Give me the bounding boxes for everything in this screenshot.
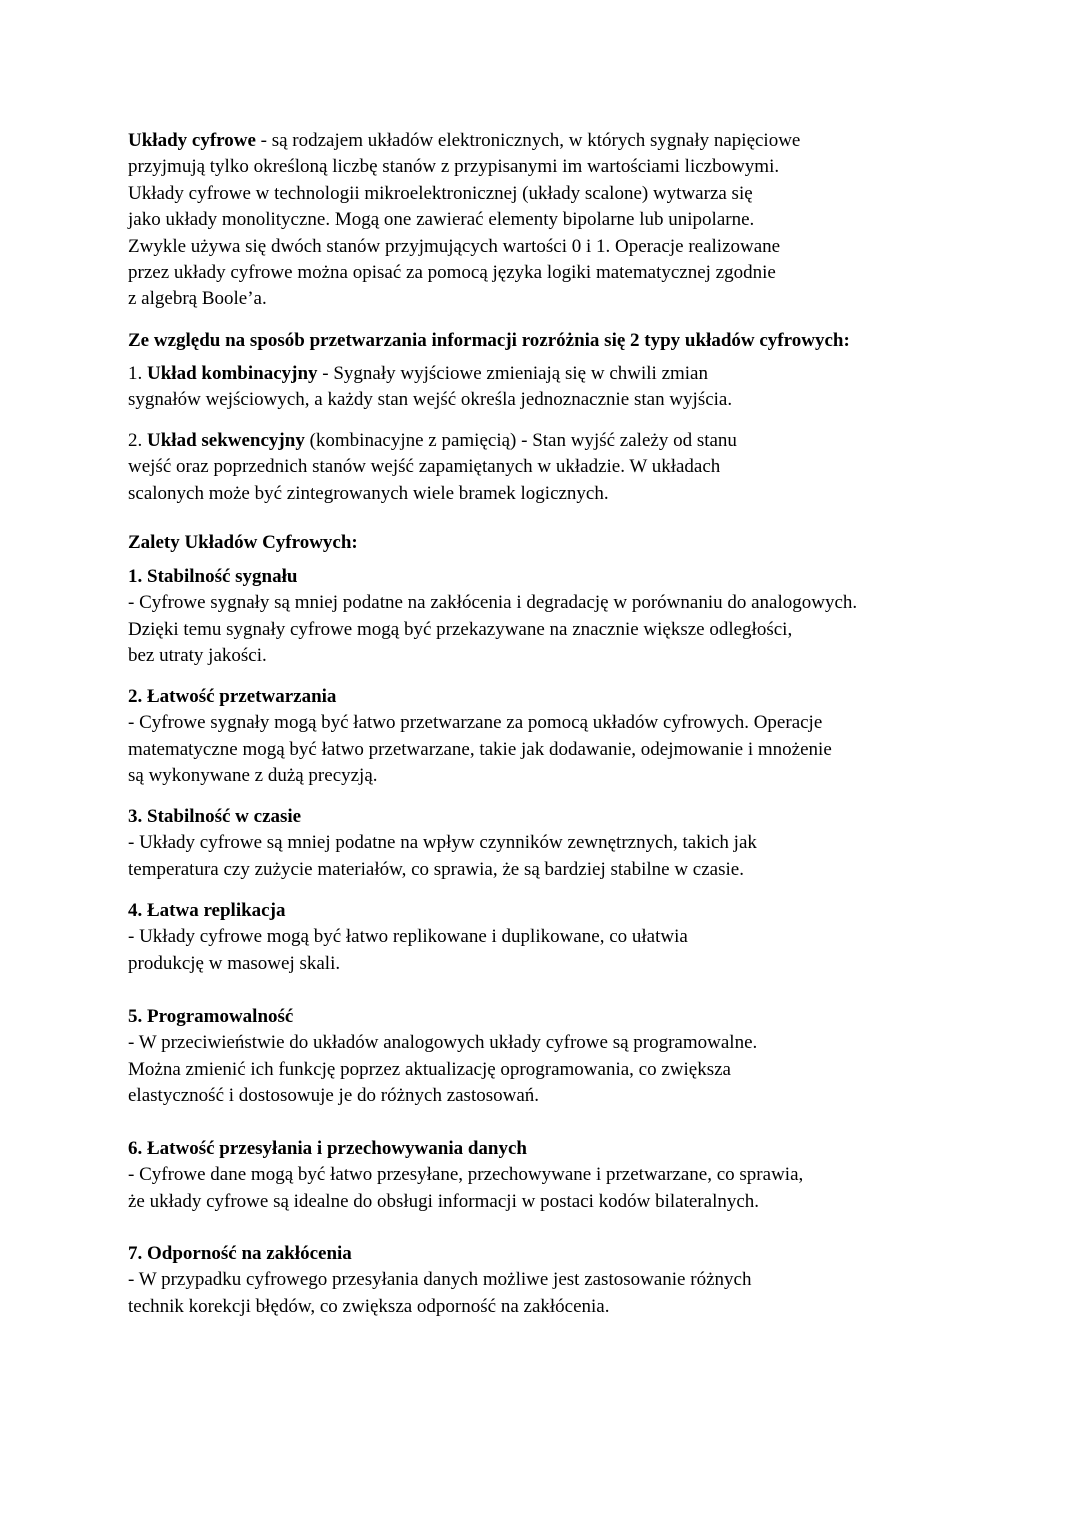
advantage-1: 1. Stabilność sygnału - Cyfrowe sygnały są mniej podatne na zakłócenia i degradację w porównaniu do analogowych. Dzięki temu sygnały cyfrowe mogą być przekazywane na znacznie większe odległości, bez utraty jakości. [128, 566, 858, 667]
text-line: Układy cyfrowe w technologii mikroelektronicznej (układy scalone) wytwarza się [128, 182, 753, 204]
advantage-5: 5. Programowalność - W przeciwieństwie do układów analogowych układy cyfrowe są programowalne. Można zmienić ich funkcję poprzez aktualizację oprogramowania, co zwiększa elastyczność i dostosowuje je do różnych zastosowań. [128, 1006, 758, 1107]
type-sequential: 2. Układ sekwencyjny (kombinacyjne z pamięcią) - Stan wyjść zależy od stanu wejść oraz poprzednich stanów wejść zapamiętanych w układzie. W układach scalonych może być zintegrowanych wiele bramek logicznych. [128, 428, 1028, 507]
intro-term: Układy cyfrowe [128, 130, 256, 151]
text-line: scalonych może być zintegrowanych wiele bramek logicznych. [128, 482, 609, 504]
advantages-heading: Zalety Układów Cyfrowych: [128, 532, 358, 553]
type-combinational: 1. Układ kombinacyjny - Sygnały wyjściowe zmieniają się w chwili zmian sygnałów wejściowych, a każdy stan wejść określa jednoznacznie stan wyjścia. [128, 361, 1028, 414]
text-line: Zwykle używa się dwóch stanów przyjmujących wartości 0 i 1. Operacje realizowane [128, 235, 781, 257]
advantage-2: 2. Łatwość przetwarzania - Cyfrowe sygnały mogą być łatwo przetwarzane za pomocą układów cyfrowych. Operacje matematyczne mogą być łatwo przetwarzane, takie jak dodawanie, odejmowanie i mnożenie są wykonywane z dużą precyzją. [128, 686, 832, 787]
text-line: jako układy monolityczne. Mogą one zawierać elementy bipolarne lub unipolarne. [128, 209, 755, 231]
text-line: z algebrą Boole’a. [128, 288, 267, 310]
text-line: sygnałów wejściowych, a każdy stan wejść określa jednoznacznie stan wyjścia. [128, 389, 733, 411]
text-line: przyjmują tylko określoną liczbę stanów z przypisanymi im wartościami liczbowymi. [128, 156, 780, 178]
intro-paragraph: Układy cyfrowe - są rodzajem układów elektronicznych, w których sygnały napięciowe przyjmują tylko określoną liczbę stanów z przypisanymi im wartościami liczbowymi. Układy cyfrowe w technologii mikroelektronicznej (układy scalone) wytwarza się jako układy monolityczne. Mogą one zawierać elementy bipolarne lub unipolarne. Zwykle używa się dwóch stanów przyjmujących wartości 0 i 1. Operacje realizowane przez układy cyfrowe można opisać za pomocą języka logiki matematycznej zgodnie z algebrą Boole’a. [128, 128, 1028, 313]
advantage-4: 4. Łatwa replikacja - Układy cyfrowe mogą być łatwo replikowane i duplikowane, co ułatwia produkcję w masowej skali. [128, 900, 688, 974]
text-line: wejść oraz poprzednich stanów wejść zapamiętanych w układzie. W układach [128, 456, 721, 478]
text-line: przez układy cyfrowe można opisać za pomocą języka logiki matematycznej zgodnie [128, 261, 776, 283]
advantage-7: 7. Odporność na zakłócenia - W przypadku cyfrowego przesyłania danych możliwe jest zastosowanie różnych technik korekcji błędów, co zwiększa odporność na zakłócenia. [128, 1243, 752, 1317]
advantage-6: 6. Łatwość przesyłania i przechowywania danych - Cyfrowe dane mogą być łatwo przesyłane, przechowywane i przetwarzane, co sprawia, że układy cyfrowe są idealne do obsługi informacji w postaci kodów bilateralnych. [128, 1138, 804, 1212]
advantage-3: 3. Stabilność w czasie - Układy cyfrowe są mniej podatne na wpływ czynników zewnętrznych, takich jak temperatura czy zużycie materiałów, co sprawia, że są bardziej stabilne w czasie. [128, 806, 757, 880]
types-heading: Ze względu na sposób przetwarzania informacji rozróżnia się 2 typy układów cyfrowych: [128, 330, 850, 351]
